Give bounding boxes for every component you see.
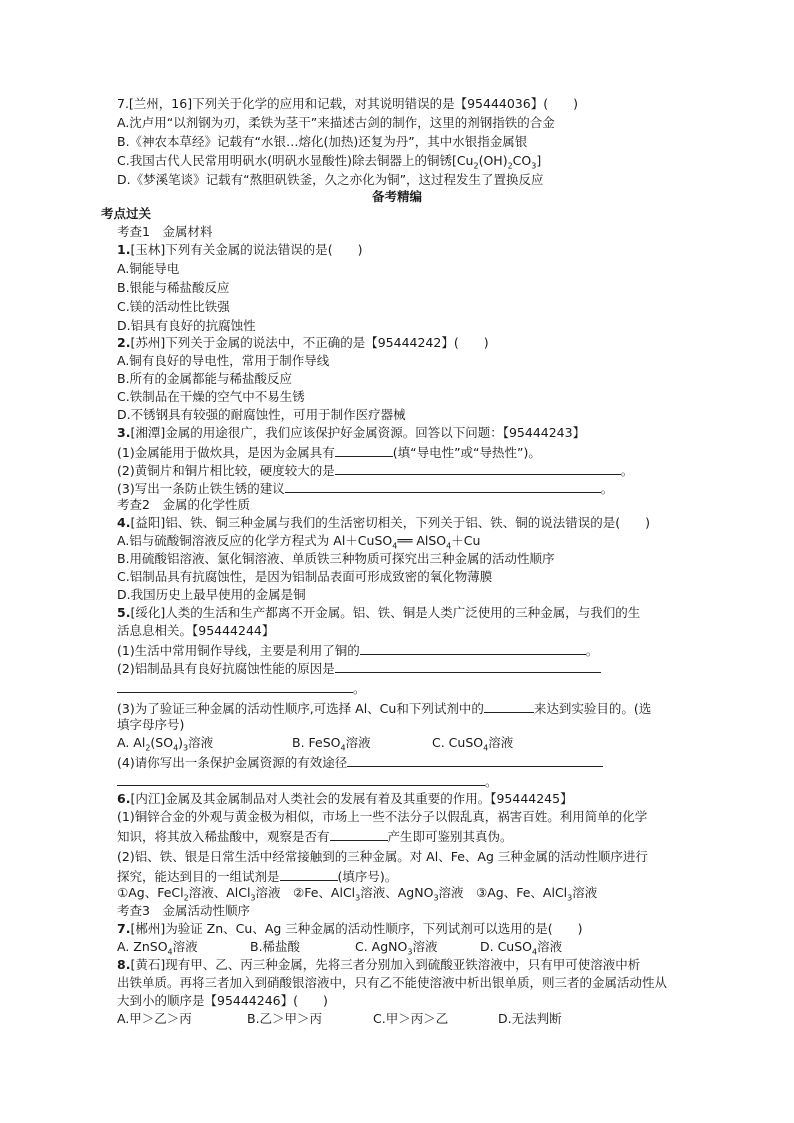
k3-q8-stem-2: 出铁单质。再将三者加入到硝酸银溶液中，只有乙不能使溶液中析出银单质，则三者的金属活动性从: [117, 975, 668, 990]
k2-q5-option-a: [117, 734, 213, 752]
k1-q2-stem: [117, 334, 489, 352]
t: A. ZnSO: [117, 939, 168, 954]
t: 溶液: [488, 735, 514, 750]
t: 溶液: [537, 939, 563, 954]
answer-blank[interactable]: [280, 866, 338, 881]
k1-q1-option-c: C.镁的活动性比铁强: [117, 299, 230, 314]
answer-blank[interactable]: [285, 478, 601, 493]
t: 溶液: [572, 885, 598, 900]
k1-q3-part2: [117, 460, 633, 480]
k2-q5-option-c: [432, 734, 513, 752]
k1-q1-option-a: A.铜能导电: [117, 261, 180, 276]
t: (填“导电性”或“导热性”)。: [392, 445, 541, 460]
answer-blank[interactable]: [335, 460, 621, 475]
k3-q7-option-a: [117, 938, 198, 956]
k2-q5-part3-cont: 填字母序号): [117, 717, 185, 732]
t: 4: [532, 947, 538, 957]
t: 溶液 ③Ag、Fe、AlCl: [438, 885, 568, 900]
t: [玉林]下列有关金属的说法错误的是( ): [130, 242, 363, 257]
k2-q6-part1-cont: [117, 826, 513, 846]
t: 溶液: [172, 939, 198, 954]
t: ]: [536, 153, 542, 168]
k2-title: 考查2 金属的化学性质: [117, 497, 250, 512]
t: 。: [485, 774, 498, 789]
t: [湘潭]金属的用途很广，我们应该保护好金属资源。回答以下问题：【95444243】: [130, 425, 586, 440]
k2-q5-option-b: [292, 734, 371, 752]
answer-blank[interactable]: [117, 771, 485, 786]
k1-q2-option-a: A.铜有良好的导电性，常用于制作导线: [117, 353, 330, 368]
k3-q7-option-b: B.稀盐酸: [250, 939, 301, 954]
k2-q4-option-a: [117, 532, 480, 550]
t: 。: [585, 643, 599, 658]
t: (1)生活中常用铜作导线，主要是利用了铜的: [117, 643, 360, 658]
answer-blank[interactable]: [484, 698, 534, 713]
k2-q6-part2-cont: [117, 866, 397, 886]
k3-q7-stem: [117, 920, 583, 938]
t: 4: [340, 743, 346, 753]
t: 产生即可鉴别其真伪。: [387, 829, 513, 844]
t: (3)写出一条防止铁生锈的建议: [117, 481, 285, 496]
k1-title: 考查1 金属材料: [117, 224, 213, 239]
t: A.铝与硫酸铜溶液反应的化学方程式为 Al＋CuSO: [117, 533, 393, 548]
t: 3: [531, 161, 537, 171]
t: 2: [473, 161, 479, 171]
t: 5.: [117, 605, 131, 620]
answer-blank[interactable]: [347, 752, 603, 767]
answer-blank[interactable]: [117, 678, 353, 693]
t: (2)黄铜片和铜片相比较，硬度较大的是: [117, 463, 335, 478]
k2-q5-part4: [117, 752, 603, 772]
t: C.我国古代人民常用明矾水(明矾水显酸性)除去铜器上的铜锈[Cu: [117, 153, 474, 168]
t: CO: [512, 153, 532, 168]
t: ══ AlSO: [397, 533, 447, 548]
k3-q7-option-d: [480, 938, 562, 956]
t: [黄石]现有甲、乙、丙三种金属，先将三者分别加入到硫酸亚铁溶液中，只有甲可使溶液中析: [130, 957, 641, 972]
t: 4: [173, 743, 179, 753]
k1-q1-option-b: B.银能与稀盐酸反应: [117, 280, 230, 295]
k2-q6-options: [117, 884, 597, 902]
k1-q3-part3: [117, 478, 613, 498]
t: 4: [446, 541, 452, 551]
t: [苏州]下列关于金属的说法中，不正确的是【95444242】( ): [130, 335, 489, 350]
t: 3: [433, 893, 439, 903]
t: 4: [483, 743, 489, 753]
k3-q8-stem-3: 大到小的顺序是【95444246】( ): [117, 993, 328, 1008]
intro-q7-option-d: D.《梦溪笔谈》记载有“熬胆矾铁釜，久之亦化为铜”，这过程发生了置换反应: [117, 172, 544, 187]
t: 溶液: [188, 735, 214, 750]
t: C. AgNO: [355, 939, 408, 954]
t: 3: [567, 893, 573, 903]
k1-q3-part1: [117, 442, 541, 462]
answer-blank[interactable]: [335, 658, 601, 673]
t: 2: [507, 161, 513, 171]
answer-blank[interactable]: [330, 826, 388, 841]
t: (3)为了验证三种金属的活动性顺序,可选择 Al、Cu和下列试剂中的: [117, 701, 484, 716]
t: ＋Cu: [451, 533, 481, 548]
k2-q6-part2: (2)铝、铁、银是日常生活中经常接触到的三种金属。对 Al、Fe、Ag 三种金属的活动性顺序进行: [117, 849, 648, 864]
t: [绥化]人类的生活和生产都离不开金属。铝、铁、铜是人类广泛使用的三种金属，与我们的生: [130, 605, 641, 620]
t: 溶液: [345, 735, 371, 750]
t: 2: [145, 743, 151, 753]
t: 探究，能达到目的一组试剂是: [117, 869, 280, 884]
t: 4: [167, 947, 173, 957]
t: 1.: [117, 242, 131, 257]
k2-q4-option-b: B.用硫酸铝溶液、氯化铜溶液、单质铁三种物质可探究出三种金属的活动性顺序: [117, 551, 555, 566]
kaodian-heading: 考点过关: [101, 206, 152, 221]
t: 3: [407, 947, 413, 957]
k2-q5-stem-2: 活息息相关。【95444244】: [117, 623, 275, 638]
k1-q2-option-b: B.所有的金属都能与稀盐酸反应: [117, 371, 293, 386]
t: 3: [355, 893, 361, 903]
t: 。: [600, 481, 614, 496]
t: 。: [353, 681, 366, 696]
t: 3: [183, 743, 189, 753]
t: 来达到实验目的。(选: [533, 701, 652, 716]
t: A. Al: [117, 735, 146, 750]
k3-q8-option-d: D.无法判断: [498, 1011, 562, 1026]
k2-q4-option-c: C.铝制品具有抗腐蚀性，是因为铝制品表面可形成致密的氧化物薄膜: [117, 569, 493, 584]
t: (OH): [478, 153, 508, 168]
k2-q5-part2: [117, 658, 601, 678]
t: 3: [250, 893, 256, 903]
t: 知识，将其放入稀盐酸中，观察是否有: [117, 829, 330, 844]
section-title: 备考精编: [371, 189, 422, 204]
intro-q7-option-a: A.沈卢用“以剂钢为刃，柔铁为茎干”来描述古剑的制作，这里的剂钢指铁的合金: [117, 115, 555, 130]
t: 2: [183, 893, 189, 903]
k1-q2-option-c: C.铁制品在干燥的空气中不易生锈: [117, 389, 305, 404]
k1-q1-option-d: D.铝具有良好的抗腐蚀性: [117, 318, 256, 333]
t: (2)铝制品具有良好抗腐蚀性能的原因是: [117, 661, 335, 676]
intro-q7-option-b: B.《神农本草经》记载有“水银…熔化(加热)还复为丹”，其中水银指金属银: [117, 134, 528, 149]
t: 溶液、AgNO: [360, 885, 434, 900]
t: D. CuSO: [480, 939, 532, 954]
intro-q7-stem: [117, 95, 578, 113]
answer-blank[interactable]: [360, 640, 586, 655]
t: 4: [392, 541, 398, 551]
t: (填序号)。: [337, 869, 398, 884]
t: 3.: [117, 425, 131, 440]
t: 溶液 ②Fe、AlCl: [255, 885, 356, 900]
t: [郴州]为验证 Zn、Cu、Ag 三种金属的活动性顺序，下列试剂可以选用的是( ): [130, 921, 583, 936]
t: [益阳]铝、铁、铜三种金属与我们的生活密切相关，下列关于铝、铁、铜的说法错误的是( ): [130, 515, 650, 530]
t: 溶液: [412, 939, 438, 954]
t: 。: [620, 463, 634, 478]
k3-q8-stem-1: [117, 956, 640, 974]
t: ): [178, 735, 184, 750]
t: 8.: [117, 957, 131, 972]
k1-q3-stem: [117, 424, 585, 442]
k2-q5-stem-1: [117, 604, 640, 622]
t: ①Ag、FeCl: [117, 885, 184, 900]
t: (4)请你写出一条保护金属资源的有效途径: [117, 755, 348, 770]
t: 7.: [117, 921, 131, 936]
t: C. CuSO: [432, 735, 484, 750]
t: B. FeSO: [292, 735, 341, 750]
k3-title: 考查3 金属活动性顺序: [117, 903, 250, 918]
k2-q5-part4-cont: [117, 771, 498, 791]
k3-q8-option-a: A.甲＞乙＞丙: [117, 1011, 192, 1026]
t: (SO: [150, 735, 174, 750]
k2-q5-part2-cont: [117, 678, 366, 698]
k2-q6-part1: (1)铜锌合金的外观与黄金极为相似，市场上一些不法分子以假乱真，祸害百姓。利用简单的化学: [117, 809, 648, 824]
t: 2.: [117, 335, 131, 350]
k3-q8-option-c: C.甲＞丙＞乙: [373, 1011, 449, 1026]
intro-q7-stem-text: 7.[兰州，16]下列关于化学的应用和记载，对其说明错误的是【95444036】( ): [117, 96, 578, 111]
k2-q4-stem: [117, 514, 650, 532]
k3-q8-option-b: B.乙＞甲＞丙: [247, 1011, 323, 1026]
intro-q7-option-c: [117, 152, 541, 170]
k3-q7-option-c: [355, 938, 437, 956]
t: 4.: [117, 515, 131, 530]
k1-q1-stem: [117, 241, 362, 259]
answer-blank[interactable]: [335, 442, 393, 457]
k2-q6-stem: [117, 790, 573, 808]
k1-q2-option-d: D.不锈钢具有较强的耐腐蚀性，可用于制作医疗器械: [117, 407, 406, 422]
t: 6.: [117, 791, 131, 806]
k2-q4-option-d: D.我国历史上最早使用的金属是铜: [117, 587, 306, 602]
k2-q5-part1: [117, 640, 598, 660]
k2-q5-part3: [117, 698, 651, 718]
t: [内江]金属及其金属制品对人类社会的发展有着及其重要的作用。【95444245】: [130, 791, 573, 806]
t: (1)金属能用于做炊具，是因为金属具有: [117, 445, 335, 460]
t: 溶液、AlCl: [188, 885, 251, 900]
